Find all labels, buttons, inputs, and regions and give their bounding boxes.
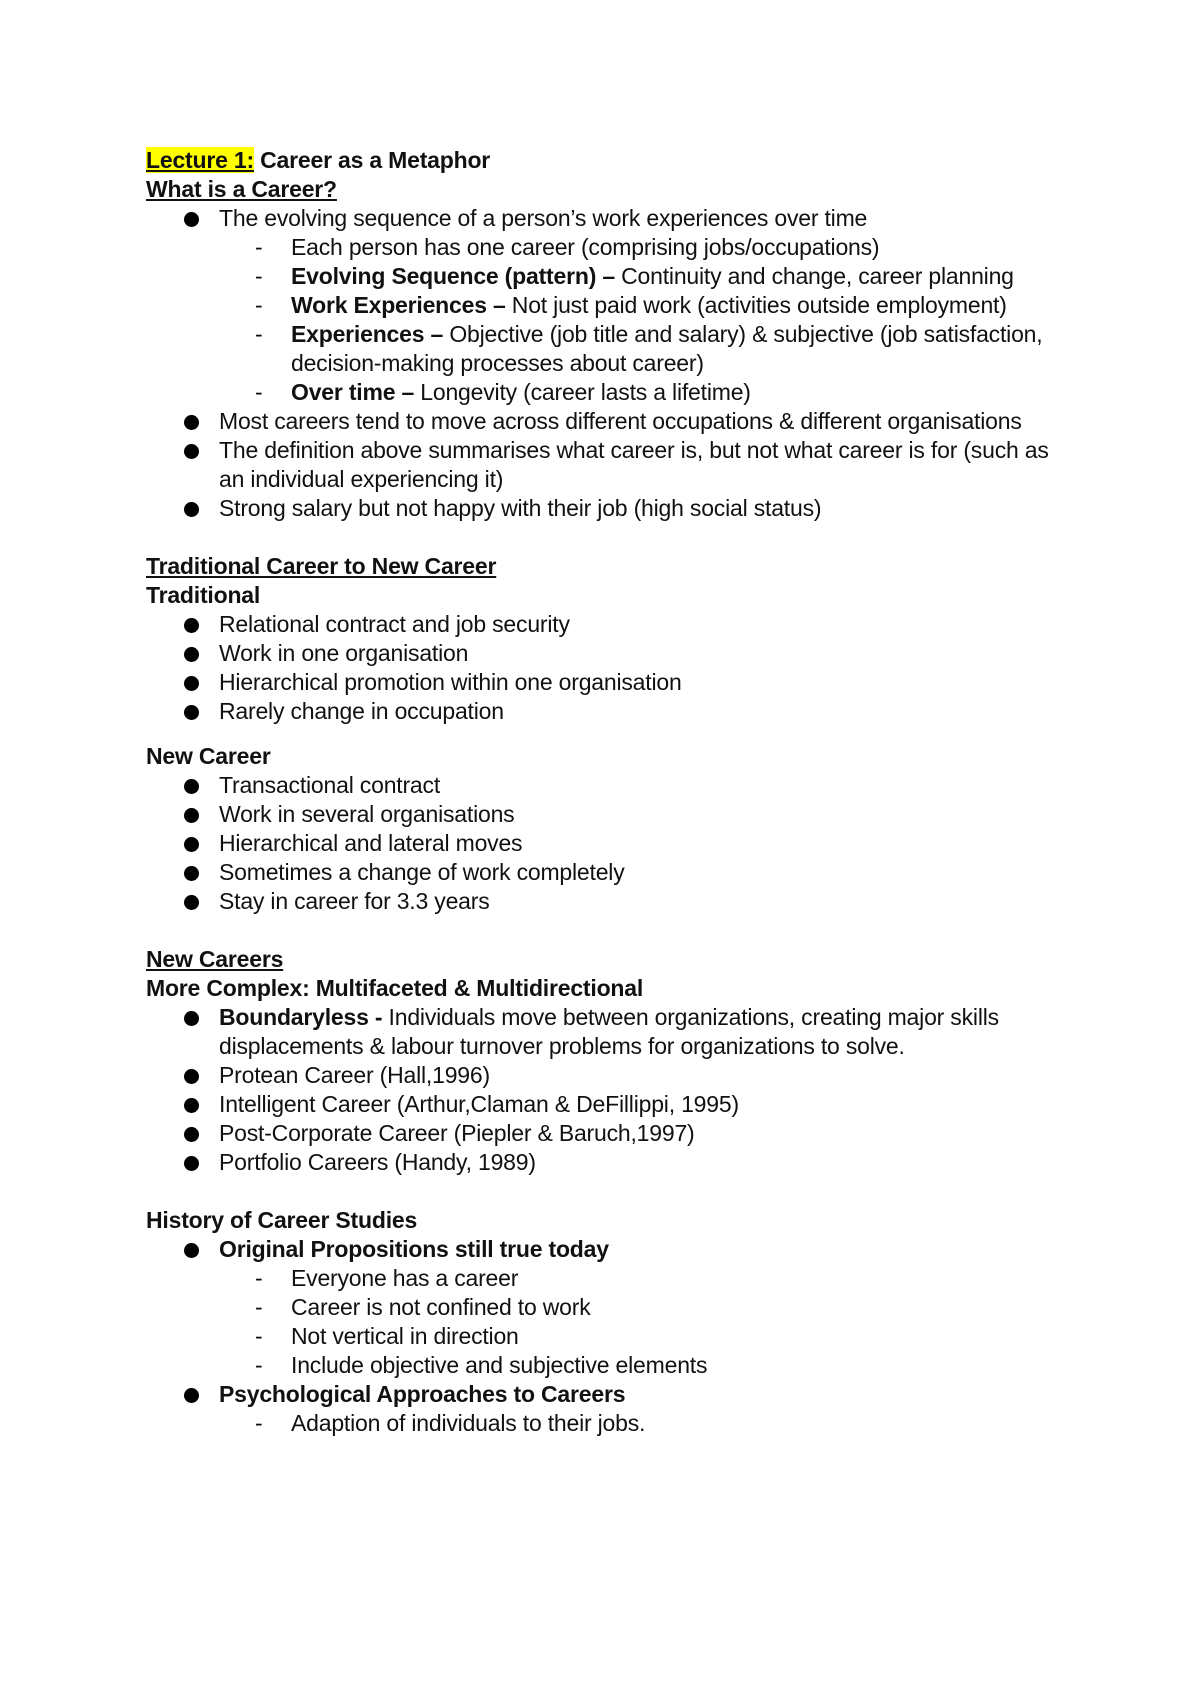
- sub-list-item: [219, 320, 1076, 378]
- lecture-title: [146, 146, 1076, 175]
- bullet-icon: [184, 866, 199, 881]
- subheading-traditional: Traditional: [146, 582, 261, 608]
- list-item-text: Strong salary but not happy with their job (high social status): [219, 495, 822, 521]
- sub-list-item: [219, 1351, 1076, 1380]
- list-item-text: Intelligent Career (Arthur,Claman & DeFillippi, 1995): [219, 1091, 739, 1117]
- lecture-label: Lecture 1:: [146, 147, 254, 173]
- sub-list-item-term: Evolving Sequence (pattern) –: [291, 263, 615, 289]
- new-careers-list: [146, 1003, 1076, 1177]
- sub-list-item-term: Work Experiences –: [291, 292, 506, 318]
- spacer: [146, 523, 1076, 552]
- list-item: [146, 1119, 1076, 1148]
- bullet-icon: [184, 502, 199, 517]
- list-item-text: The evolving sequence of a person’s work experiences over time: [219, 205, 868, 231]
- sub-list-item-text: Include objective and subjective elements: [291, 1352, 708, 1378]
- sub-list-item-text: Not vertical in direction: [291, 1323, 519, 1349]
- sub-list-item: [219, 1322, 1076, 1351]
- list-item: [146, 639, 1076, 668]
- list-item-text: Relational contract and job security: [219, 611, 570, 637]
- sub-list-item: [219, 378, 1076, 407]
- bullet-icon: [184, 705, 199, 720]
- list-item-term: Psychological Approaches to Careers: [219, 1381, 626, 1407]
- sub-list-item-text: Objective (job title and salary) & subjective (job satisfaction, decision-making processes about career): [291, 321, 1043, 376]
- list-item: [146, 610, 1076, 639]
- section-heading-new-careers: New Careers: [146, 946, 284, 972]
- sub-list: [219, 233, 1076, 407]
- list-item-text: Rarely change in occupation: [219, 698, 504, 724]
- bullet-icon: [184, 1388, 199, 1403]
- list-item: [146, 668, 1076, 697]
- sub-list-item-text: Everyone has a career: [291, 1265, 519, 1291]
- list-item: [146, 697, 1076, 726]
- list-item-term: Boundaryless -: [219, 1004, 383, 1030]
- list-item-text: Sometimes a change of work completely: [219, 859, 625, 885]
- list-item: [146, 887, 1076, 916]
- list-item-text: Portfolio Careers (Handy, 1989): [219, 1149, 536, 1175]
- subheading-new-career: New Career: [146, 743, 271, 769]
- sub-list-item-text: Continuity and change, career planning: [614, 263, 1014, 289]
- list-item: [146, 800, 1076, 829]
- list-item-text: Stay in career for 3.3 years: [219, 888, 490, 914]
- spacer: [146, 726, 1076, 742]
- section-heading-history: History of Career Studies: [146, 1207, 418, 1233]
- dash-icon: -: [255, 292, 263, 318]
- bullet-icon: [184, 212, 199, 227]
- bullet-icon: [184, 808, 199, 823]
- spacer: [146, 916, 1076, 945]
- lecture-title-text: Career as a Metaphor: [253, 147, 491, 173]
- list-item: [146, 829, 1076, 858]
- list-item: [146, 407, 1076, 436]
- list-item-text: Hierarchical and lateral moves: [219, 830, 523, 856]
- bullet-icon: [184, 779, 199, 794]
- bullet-icon: [184, 415, 199, 430]
- dash-icon: -: [255, 1410, 263, 1436]
- list-item: [146, 494, 1076, 523]
- traditional-list: [146, 610, 1076, 726]
- list-item: [146, 1061, 1076, 1090]
- sub-list-item-term: Over time –: [291, 379, 415, 405]
- bullet-icon: [184, 895, 199, 910]
- list-item: [146, 1380, 1076, 1438]
- sub-list-item: [219, 262, 1076, 291]
- bullet-icon: [184, 444, 199, 459]
- bullet-icon: [184, 647, 199, 662]
- list-item-text: Protean Career (Hall,1996): [219, 1062, 490, 1088]
- list-item-text: Hierarchical promotion within one organisation: [219, 669, 682, 695]
- sub-list-item: [219, 1264, 1076, 1293]
- dash-icon: -: [255, 1265, 263, 1291]
- list-item-text: Work in several organisations: [219, 801, 515, 827]
- bullet-icon: [184, 1243, 199, 1258]
- bullet-icon: [184, 1098, 199, 1113]
- dash-icon: -: [255, 321, 263, 347]
- section-heading-traditional-to-new: Traditional Career to New Career: [146, 553, 497, 579]
- sub-list: [219, 1264, 1076, 1380]
- sub-list-item-text: Career is not confined to work: [291, 1294, 591, 1320]
- sub-list-item: [219, 1293, 1076, 1322]
- sub-list-item-text: Longevity (career lasts a lifetime): [414, 379, 751, 405]
- sub-list-item: [219, 1409, 1076, 1438]
- list-item-text: Work in one organisation: [219, 640, 469, 666]
- what-is-career-list: [146, 204, 1076, 523]
- list-item: [146, 1090, 1076, 1119]
- bullet-icon: [184, 618, 199, 633]
- list-item: [146, 858, 1076, 887]
- dash-icon: -: [255, 379, 263, 405]
- sub-list-item: [219, 291, 1076, 320]
- bullet-icon: [184, 1011, 199, 1026]
- sub-list-item-term: Experiences –: [291, 321, 444, 347]
- list-item: [146, 1003, 1076, 1061]
- list-item: [146, 436, 1076, 494]
- list-item-term: Original Propositions still true today: [219, 1236, 609, 1262]
- dash-icon: -: [255, 1294, 263, 1320]
- list-item-text: The definition above summarises what career is, but not what career is for (such as an individual experiencing it): [219, 437, 1049, 492]
- spacer: [146, 1177, 1076, 1206]
- document-page: [146, 146, 1076, 1438]
- section-heading-what-is-career: What is a Career?: [146, 176, 337, 202]
- list-item: [146, 204, 1076, 407]
- list-item-text: Most careers tend to move across different occupations & different organisations: [219, 408, 1022, 434]
- history-list: [146, 1235, 1076, 1438]
- list-item: [146, 1148, 1076, 1177]
- subheading-more-complex: More Complex: Multifaceted & Multidirectional: [146, 975, 644, 1001]
- sub-list-item-text: Each person has one career (comprising jobs/occupations): [291, 234, 880, 260]
- list-item-text: Post-Corporate Career (Piepler & Baruch,1997): [219, 1120, 695, 1146]
- sub-list-item-text: Adaption of individuals to their jobs.: [291, 1410, 646, 1436]
- sub-list-item-text: Not just paid work (activities outside employment): [505, 292, 1007, 318]
- dash-icon: -: [255, 1352, 263, 1378]
- dash-icon: -: [255, 234, 263, 260]
- bullet-icon: [184, 1156, 199, 1171]
- bullet-icon: [184, 837, 199, 852]
- dash-icon: -: [255, 263, 263, 289]
- list-item-text: Transactional contract: [219, 772, 441, 798]
- sub-list-item: [219, 233, 1076, 262]
- sub-list: [219, 1409, 1076, 1438]
- list-item: [146, 771, 1076, 800]
- list-item: [146, 1235, 1076, 1380]
- new-career-list: [146, 771, 1076, 916]
- list-item-text: Individuals move between organizations, creating major skills displacements & labour turnover problems for organizations to solve.: [219, 1004, 999, 1059]
- bullet-icon: [184, 676, 199, 691]
- bullet-icon: [184, 1069, 199, 1084]
- dash-icon: -: [255, 1323, 263, 1349]
- bullet-icon: [184, 1127, 199, 1142]
